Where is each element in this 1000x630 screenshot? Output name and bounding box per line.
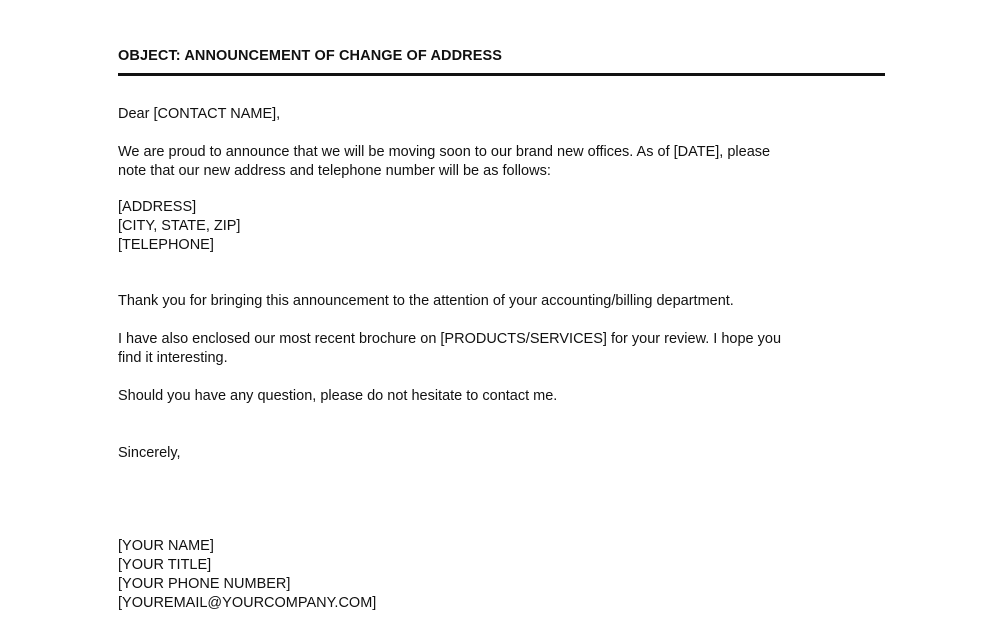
- intro-paragraph: [118, 143, 770, 181]
- thanks-paragraph: Thank you for bringing this announcement to the attention of your accounting/billing department.: [118, 293, 734, 309]
- brochure-line-1: I have also enclosed our most recent brochure on [PRODUCTS/SERVICES] for your review. I hope you: [118, 331, 782, 347]
- signature-title: [YOUR TITLE]: [118, 557, 212, 573]
- address-block: [118, 198, 240, 255]
- city-state-zip-line: [CITY, STATE, ZIP]: [118, 218, 241, 234]
- object-heading: OBJECT: ANNOUNCEMENT OF CHANGE OF ADDRESS: [118, 48, 503, 64]
- contact-paragraph: Should you have any question, please do not hesitate to contact me.: [118, 388, 558, 404]
- letter-page: [118, 0, 886, 630]
- salutation: Dear [CONTACT NAME],: [118, 106, 281, 122]
- intro-line-1: We are proud to announce that we will be moving soon to our brand new offices. As of [DATE], please: [118, 144, 771, 160]
- address-line: [ADDRESS]: [118, 199, 197, 215]
- heading-divider: [118, 73, 885, 76]
- brochure-line-2: find it interesting.: [118, 350, 228, 366]
- signature-name: [YOUR NAME]: [118, 538, 214, 554]
- closing: Sincerely,: [118, 445, 181, 461]
- brochure-paragraph: [118, 330, 781, 368]
- signature-block: [118, 537, 376, 613]
- signature-phone: [YOUR PHONE NUMBER]: [118, 576, 291, 592]
- telephone-line: [TELEPHONE]: [118, 237, 214, 253]
- intro-line-2: note that our new address and telephone number will be as follows:: [118, 163, 551, 179]
- signature-email: [YOUREMAIL@YOURCOMPANY.COM]: [118, 595, 377, 611]
